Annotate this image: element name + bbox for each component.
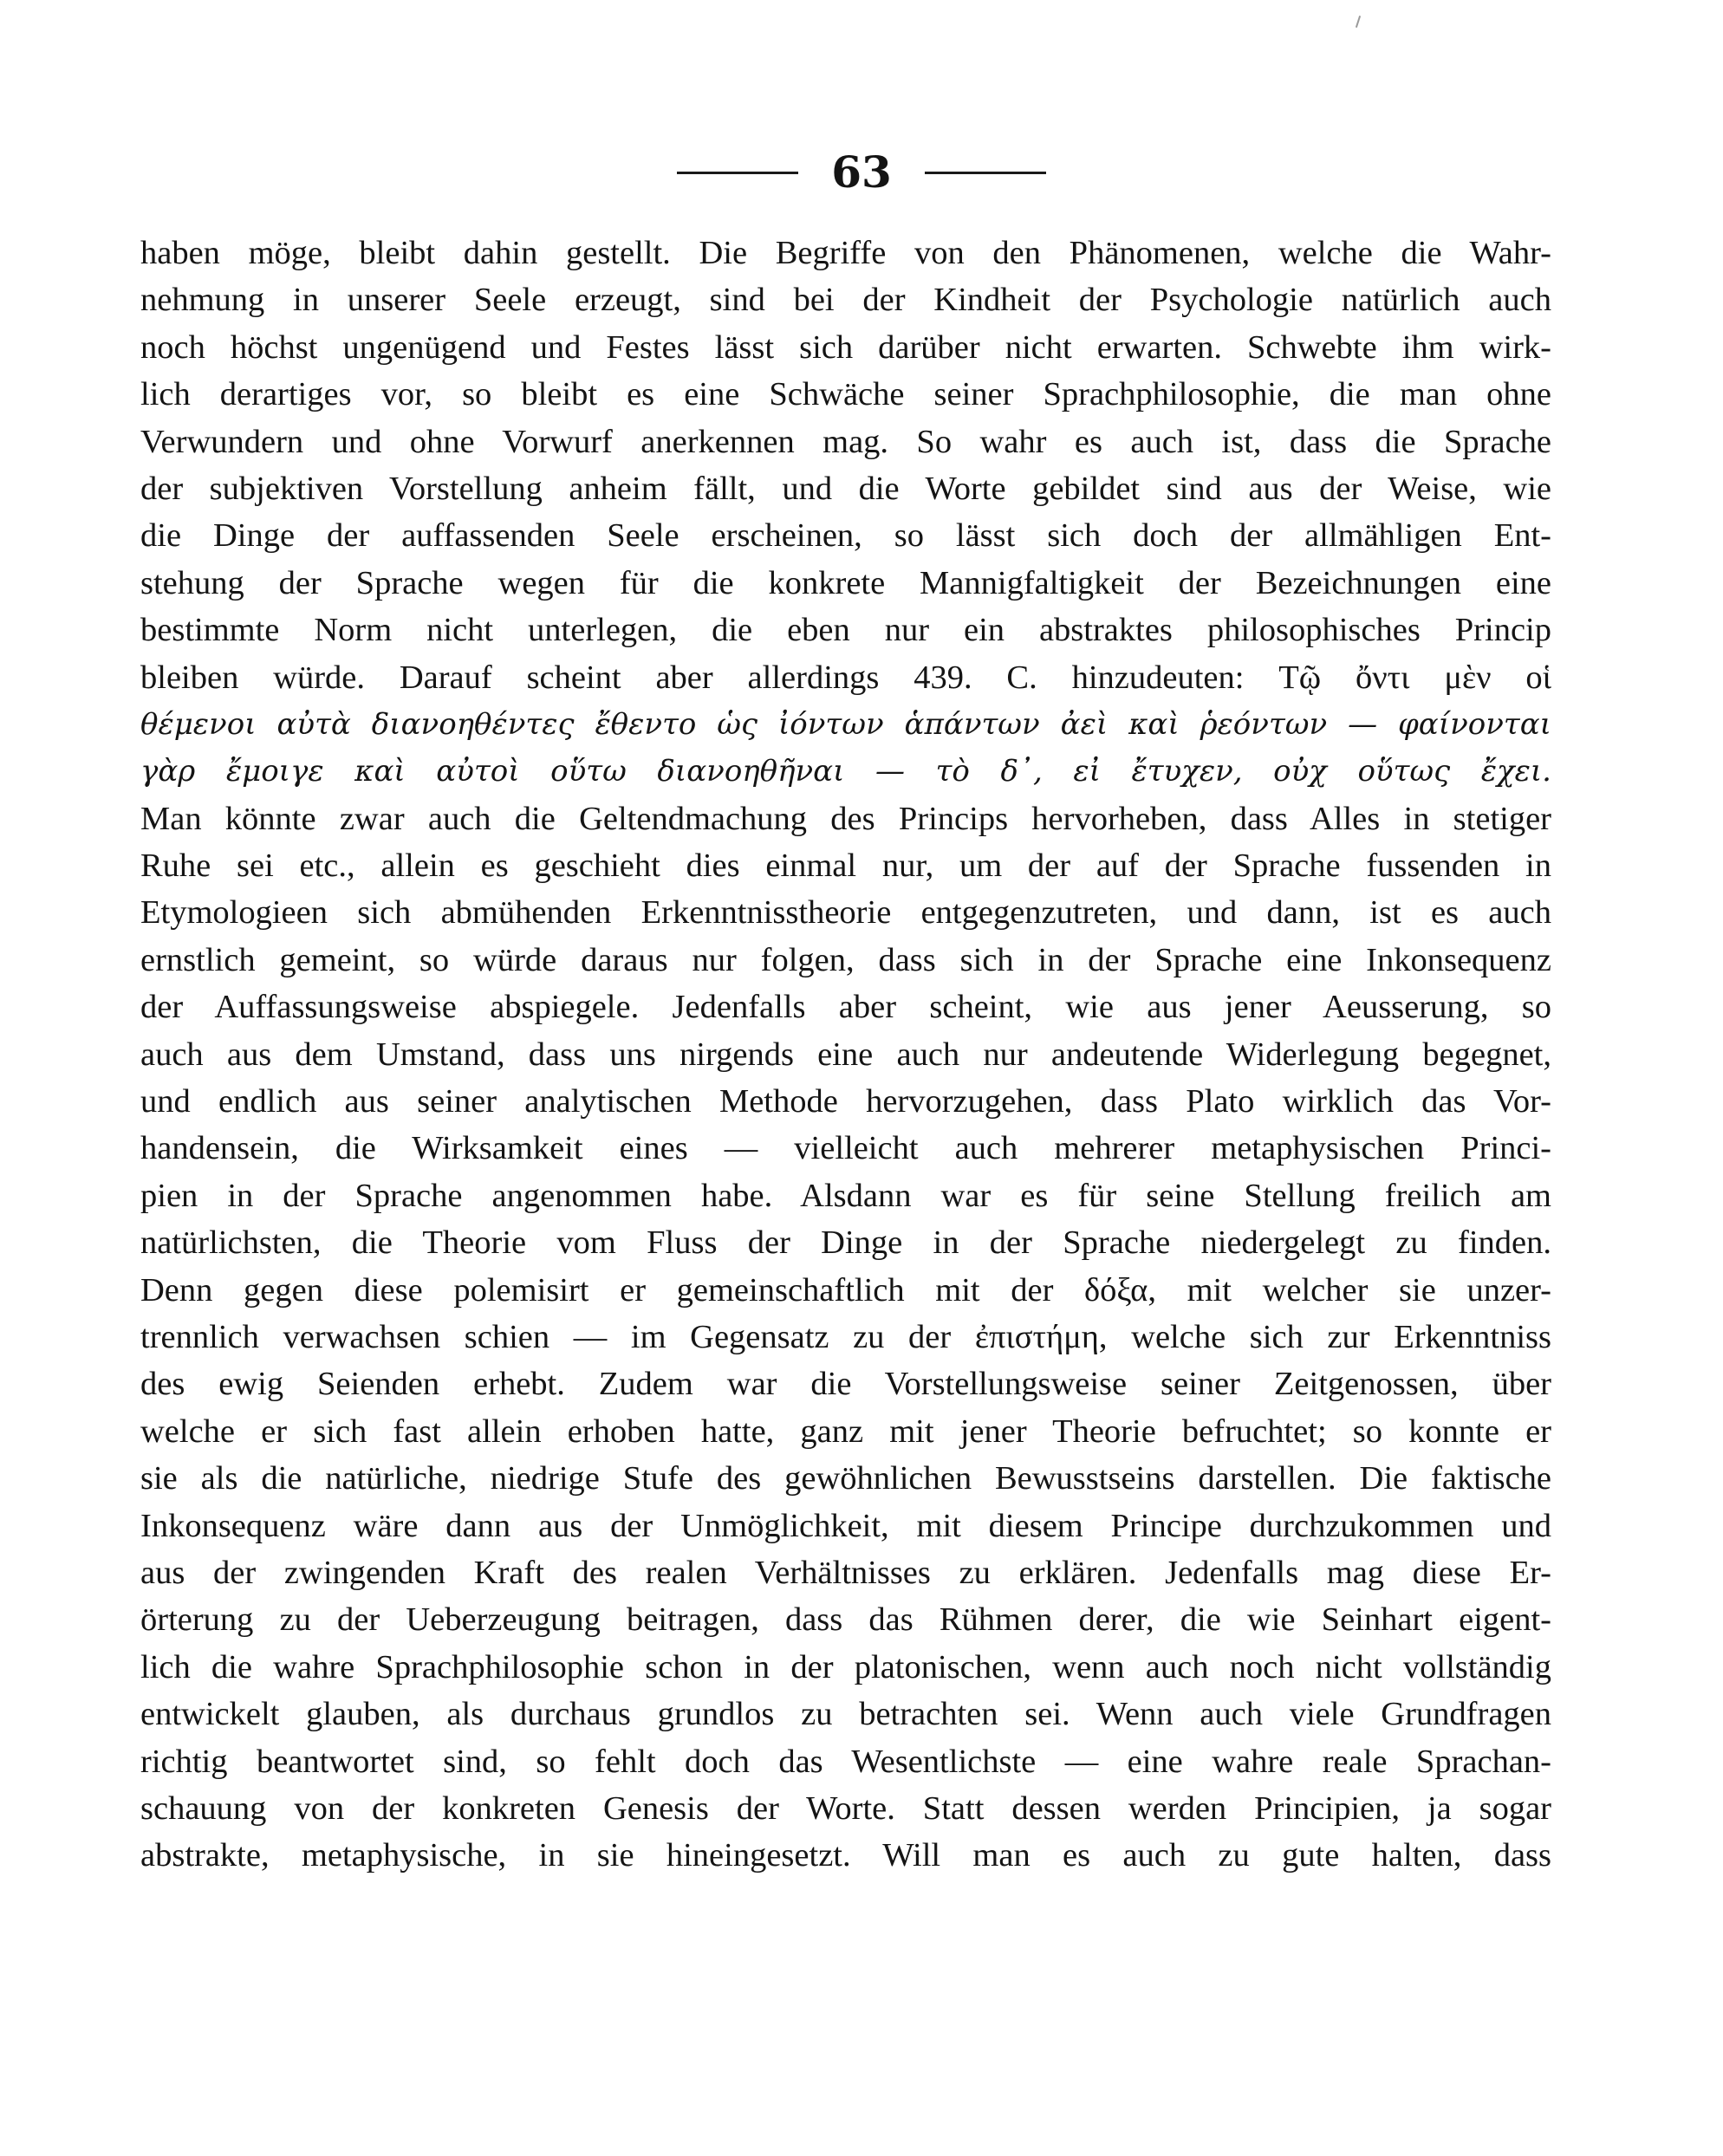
text-line: handensein, die Wirksamkeit eines — vielleicht auch mehrerer metaphysischen Princi-: [140, 1130, 1551, 1167]
text-line: richtig beantwortet sind, so fehlt doch das Wesentlichste — eine wahre reale Sprachan-: [140, 1743, 1551, 1780]
text-line: abstrakte, metaphysische, in sie hineingesetzt. Will man es auch zu gute halten, dass: [140, 1837, 1551, 1874]
text-line: welche er sich fast allein erhoben hatte, ganz mit jener Theorie befruchtet; so konnte er: [140, 1412, 1551, 1450]
text-line: noch höchst ungenügend und Festes lässt sich darüber nicht erwarten. Schwebte ihm wirk-: [140, 328, 1551, 366]
text-line: Verwundern und ohne Vorwurf anerkennen mag. So wahr es auch ist, dass die Sprache: [140, 423, 1551, 460]
text-line: und endlich aus seiner analytischen Methode hervorzugehen, dass Plato wirklich das Vor-: [140, 1083, 1551, 1120]
text-line: Ruhe sei etc., allein es geschieht dies einmal nur, um der auf der Sprache fussenden in: [140, 847, 1551, 885]
text-line: lich derartiges vor, so bleibt es eine Schwäche seiner Sprachphilosophie, die man ohne: [140, 376, 1551, 413]
body-text: [140, 230, 1551, 1880]
text-line: Man könnte zwar auch die Geltendmachung des Princips hervorheben, dass Alles in stetiger: [140, 800, 1551, 837]
greek-quote-line: γὰρ ἔμοιγε καὶ αὐτοὶ οὕτω διανοηθῆναι — τὸ δ᾿, εἰ ἔτυχεν, οὐχ οὕτως ἔχει.: [140, 754, 1551, 789]
text-line: örterung zu der Ueberzeugung beitragen, dass das Rühmen derer, die wie Seinhart eigent-: [140, 1601, 1551, 1639]
text-line: trennlich verwachsen schien — im Gegensatz zu der ἐπιστήμη, welche sich zur Erkenntniss: [140, 1318, 1551, 1355]
text-line: nehmung in unserer Seele erzeugt, sind bei der Kindheit der Psychologie natürlich auch: [140, 282, 1551, 319]
page-header: [0, 139, 1723, 199]
text-line: entwickelt glauben, als durchaus grundlos zu betrachten sei. Wenn auch viele Grundfragen: [140, 1696, 1551, 1733]
text-line: sie als die natürliche, niedrige Stufe des gewöhnlichen Bewusstseins darstellen. Die faktische: [140, 1460, 1551, 1497]
text-line: haben möge, bleibt dahin gestellt. Die Begriffe von den Phänomenen, welche die Wahr-: [140, 235, 1551, 271]
scan-speck: [1356, 16, 1361, 28]
header-rule-left: [677, 172, 798, 174]
text-line: der Auffassungsweise abspiegele. Jedenfalls aber scheint, wie aus jener Aeusserung, so: [140, 989, 1551, 1026]
text-line: stehung der Sprache wegen für die konkrete Mannigfaltigkeit der Bezeichnungen eine: [140, 564, 1551, 601]
page-number: 63: [831, 146, 892, 198]
text-line: bestimmte Norm nicht unterlegen, die eben nur ein abstraktes philosophisches Princip: [140, 612, 1551, 649]
text-line: bleiben würde. Darauf scheint aber allerdings 439. C. hinzudeuten: Τῷ ὄντι μὲν οἱ: [140, 659, 1551, 696]
text-line: aus der zwingenden Kraft des realen Verhältnisses zu erklären. Jedenfalls mag diese Er-: [140, 1554, 1551, 1591]
text-line: pien in der Sprache angenommen habe. Alsdann war es für seine Stellung freilich am: [140, 1177, 1551, 1214]
text-line: die Dinge der auffassenden Seele erscheinen, so lässt sich doch der allmähligen Ent-: [140, 517, 1551, 555]
text-line: der subjektiven Vorstellung anheim fällt, und die Worte gebildet sind aus der Weise, wie: [140, 470, 1551, 507]
text-line: schauung von der konkreten Genesis der Worte. Statt dessen werden Principien, ja sogar: [140, 1789, 1551, 1827]
text-line: lich die wahre Sprachphilosophie schon in der platonischen, wenn auch noch nicht vollständig: [140, 1648, 1551, 1685]
greek-quote-line: θέμενοι αὐτὰ διανοηθέντες ἔθεντο ὡς ἰόντων ἁπάντων ἀεὶ καὶ ῥεόντων — φαίνονται: [140, 706, 1551, 742]
header-rule-right: [925, 172, 1046, 174]
text-line: Inkonsequenz wäre dann aus der Unmöglichkeit, mit diesem Principe durchzukommen und: [140, 1507, 1551, 1544]
text-line: Denn gegen diese polemisirt er gemeinschaftlich mit der δόξα, mit welcher sie unzer-: [140, 1271, 1551, 1309]
text-line: ernstlich gemeint, so würde daraus nur folgen, dass sich in der Sprache eine Inkonsequenz: [140, 941, 1551, 978]
text-line: Etymologieen sich abmühenden Erkenntnisstheorie entgegenzutreten, und dann, ist es auch: [140, 894, 1551, 932]
text-line: auch aus dem Umstand, dass uns nirgends eine auch nur andeutende Widerlegung begegnet,: [140, 1036, 1551, 1073]
text-line: natürlichsten, die Theorie vom Fluss der Dinge in der Sprache niedergelegt zu finden.: [140, 1224, 1551, 1262]
text-line: des ewig Seienden erhebt. Zudem war die Vorstellungsweise seiner Zeitgenossen, über: [140, 1366, 1551, 1403]
